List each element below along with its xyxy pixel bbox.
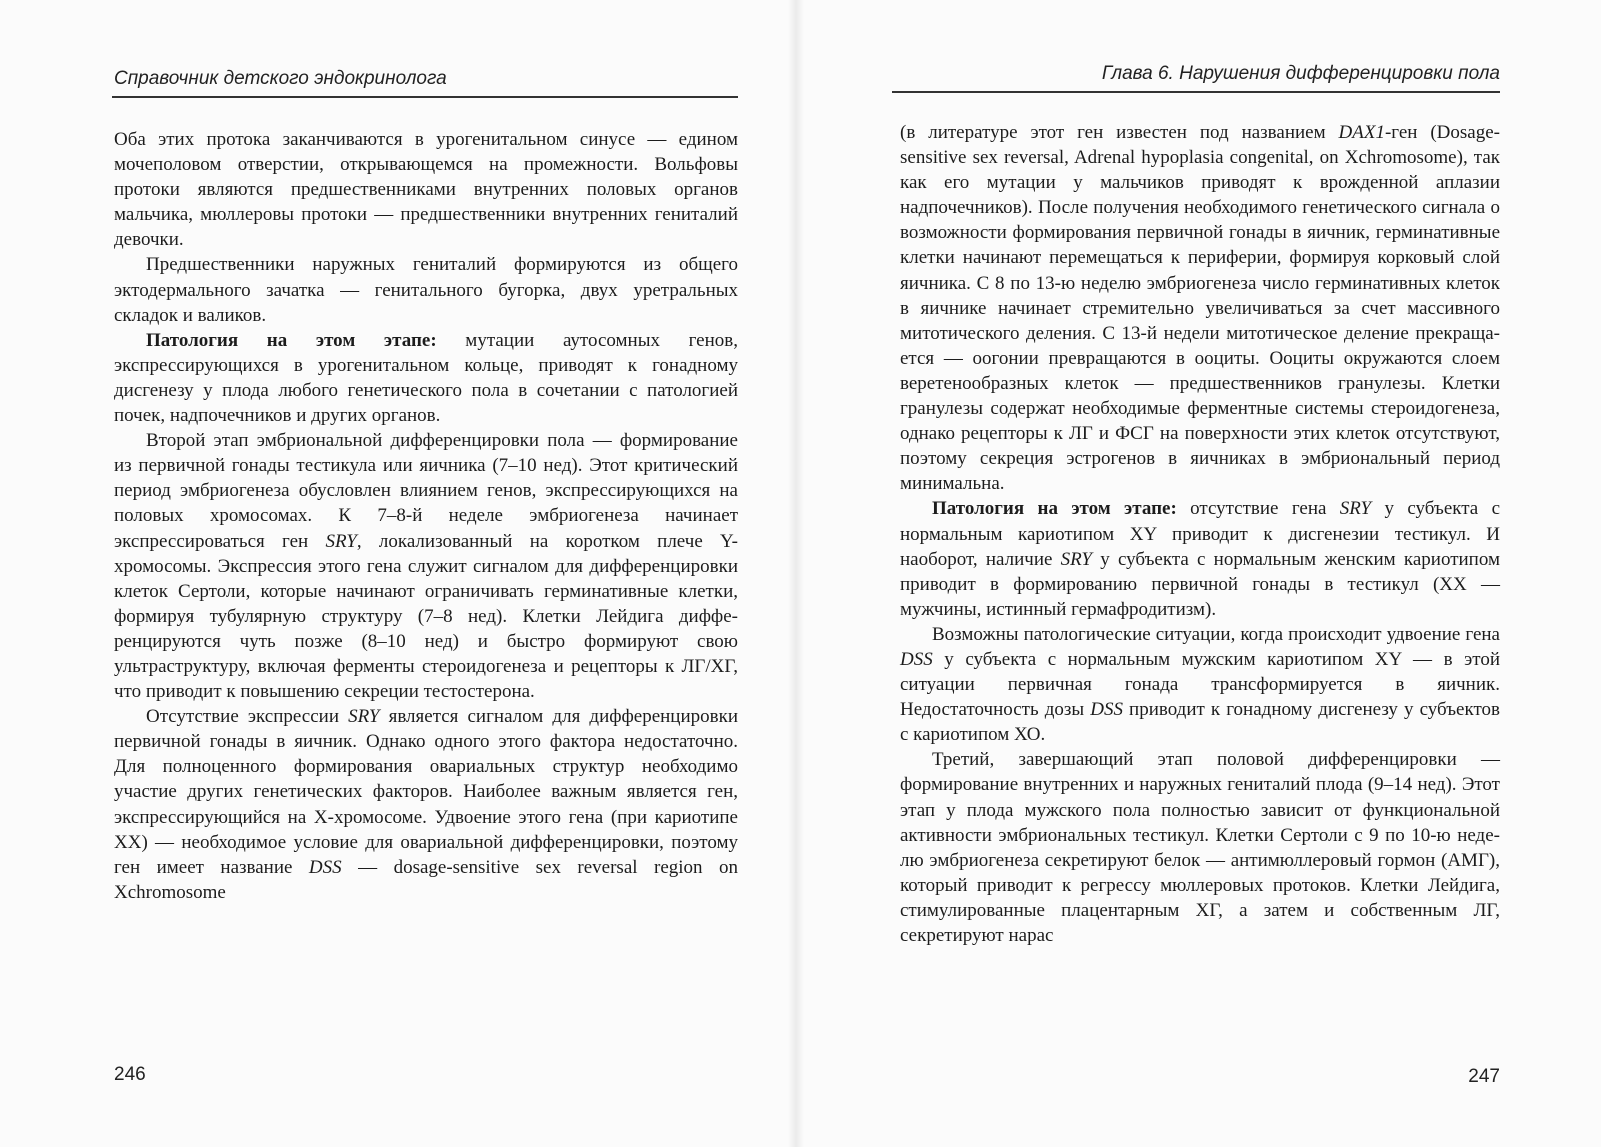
gene-name: SRY bbox=[1060, 548, 1093, 570]
pathology-lead: Патология на этом этапе: bbox=[932, 498, 1177, 520]
gene-name: SRY bbox=[1339, 498, 1372, 520]
running-head-left: Справочник детского эндокринолога bbox=[114, 68, 447, 89]
gene-name: DSS bbox=[1090, 699, 1123, 721]
paragraph-3-text-a: Возможны патологические ситуации, когда происходит удвоение гена bbox=[932, 623, 1500, 645]
paragraph-4-text-a: Второй этап эмбриональной дифференцировки пола — формирование из первичной гонады тестикула или яичника (7–10 нед). Этот критический период эмбриогенеза обусловлен влиянием генов, экспрессирующихся на половых хромосомах. К 7–8-й неделе эмбриогенеза начинает экспрессироваться ген bbox=[114, 430, 738, 552]
gene-name: DSS bbox=[308, 856, 342, 878]
paragraph-2-text-b: у субъекта с нормальным кариотипом XY приводит к дисгенезии тестикул. И наоборот, наличие bbox=[900, 498, 1501, 570]
paragraph-4-text-b: , локализованный на коротком плече Y-хромосомы. Экспрессия этого гена служит сигналом для дифференцировки клеток Сертоли, которые начинают ограничивать герминативные клетки, формируя тубулярную структуру (7–8 нед). Клетки Лейдига дифференцируются чуть позже (8–10 нед) и быстро формируют свою ультраструктуру, включая ферменты стероидогенеза и рецепторы к ЛГ/ХГ, что приводит к повышению секреции тестостерона. bbox=[114, 530, 738, 703]
header-rule-left bbox=[112, 96, 738, 98]
paragraph-1-text-a: (в литературе этот ген известен под названием bbox=[900, 122, 1339, 143]
gene-name: DSS bbox=[900, 648, 933, 670]
page-number-left: 246 bbox=[114, 1064, 146, 1085]
paragraph-5-text-c: — dosage-sensitive sex reversal region on Xchromosome bbox=[114, 856, 738, 903]
paragraph-5-text-b: является сигналом для дифференцировки первичной гонады в яичник. Однако одного этого фактора недостаточно. Для полноценного формирования овариальных структур необходимо участие других генетических факторов. Наиболее важным является ген, экспрессирующийся на Х-хромосоме. Удвоение этого гена (при кариотипе ХХ) — необходимое условие для овариальной дифференцировки, поэтому ген имеет название bbox=[114, 706, 738, 878]
paragraph-3-text: мутации аутосомных генов, экспрессирующихся в урогенитальном кольце, приводят к гонадному дисгенезу у плода любого генетического пола в сочетании с патологией почек, надпочечников и других органов. bbox=[114, 329, 738, 427]
left-body-text bbox=[114, 127, 738, 905]
paragraph-5-text-a: Отсутствие экспрессии bbox=[146, 706, 349, 728]
gene-name: SRY bbox=[348, 706, 380, 728]
paragraph-1 bbox=[900, 120, 1500, 496]
paragraph-2-text-c: у субъекта с нормальным женским кариотипом приводит в формированию первичной гонады в тестикул (ХХ — мужчины, истинный гермафродитизм). bbox=[900, 548, 1501, 620]
header-rule-right bbox=[892, 91, 1500, 93]
paragraph-1-text-b: -ген (Dosage-sensitive sex reversal, Adrenal hypoplasia congenital, on Xchromosome), так как его мутации у мальчиков приводят к врожденной аплазии надпочечников). После получения необходимого генетического сигнала о возможности формирования первичной гонады в яичник, герминативные клетки начинают перемещаться к периферии, формируя корковый слой яичника. С 8 по 13-ю неделю эмбриогенеза число герминативных клеток в яичнике начинает стремительно увеличиваться за счет массивного митотического деления. С 13-й недели митотическое деление прекращается — оогонии превращаются в ооциты. Ооциты окружаются слоем веретенообразных клеток — предшественников гранулезы. Клетки гранулезы содержат необходимые ферментные системы стероидогенеза, однако рецепторы к ЛГ и ФСГ на поверхности этих клеток отсутствуют, поэтому секреция эстрогенов в яичниках в эмбриональный период минимальна. bbox=[900, 122, 1500, 495]
paragraph-2-text-a: отсутствие гена bbox=[1176, 498, 1340, 520]
right-body-text bbox=[900, 120, 1500, 948]
right-page bbox=[800, 0, 1601, 1147]
paragraph-2: Предшественники наружных гениталий формируются из общего эктодермального зачатка — генитального бугорка, двух уретральных складок и валиков. bbox=[114, 254, 738, 326]
paragraph-3 bbox=[900, 622, 1500, 747]
left-page bbox=[0, 0, 790, 1147]
paragraph-4: Третий, завершающий этап половой дифференцировки — формирование внутренних и наружных гениталий плода (9–14 нед). Этот этап у плода мужского пола полностью зависит от функциональной активности эмбриональных тестикул. Клетки Сертоли с 9 по 10-ю неделю эмбриогенеза секретируют белок — антимюллеровый гормон (АМГ), который приводит к регрессу мюллеровых протоков. Клетки Лейдига, стимулированные плацентарным ХГ, а затем и собственным ЛГ, секретируют нарас bbox=[900, 749, 1500, 946]
paragraph-3 bbox=[114, 328, 738, 428]
paragraph-5 bbox=[114, 704, 738, 905]
paragraph-4 bbox=[114, 428, 738, 704]
page-number-right: 247 bbox=[1468, 1066, 1500, 1087]
gene-name: DAX1 bbox=[1338, 122, 1385, 143]
paragraph-3-text-c: приводит к гонадному дисгенезу у субъектов с кариотипом ХО. bbox=[900, 699, 1500, 746]
paragraph-2 bbox=[900, 496, 1500, 621]
gene-name: SRY bbox=[325, 530, 357, 552]
pathology-lead: Патология на этом этапе: bbox=[146, 329, 437, 351]
paragraph-1: Оба этих протока заканчиваются в урогенитальном синусе — едином мочеполовом отверстии, открывающемся на промежности. Вольфовы протоки являются предшественниками внутренних половых органов мальчика, мюллеровы протоки — предшественники внутренних гениталий девочки. bbox=[114, 129, 738, 251]
running-head-right: Глава 6. Нарушения дифференцировки пола bbox=[1101, 63, 1500, 84]
paragraph-3-text-b: у субъекта с нормальным мужским кариотипом XY — в этой ситуации первичная гонада трансформируется в яичник. Недостаточность дозы bbox=[900, 648, 1500, 721]
